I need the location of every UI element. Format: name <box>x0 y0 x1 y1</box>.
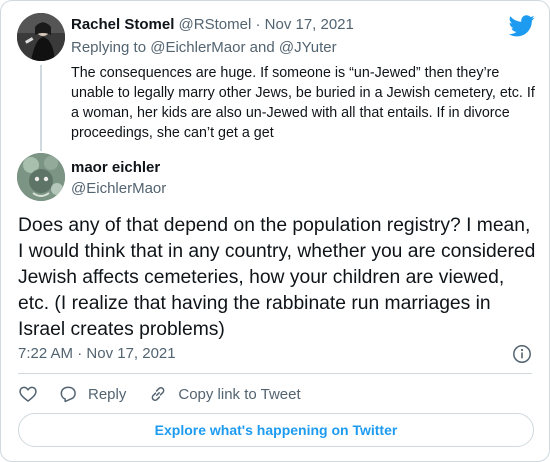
reply-button[interactable] <box>58 384 126 404</box>
thread-line <box>40 65 42 151</box>
copy-link-label: Copy link to Tweet <box>178 385 301 403</box>
main-author-handle[interactable]: @EichlerMaor <box>71 180 167 197</box>
explore-twitter-button[interactable]: Explore what's happening on Twitter <box>18 413 534 447</box>
divider <box>18 373 532 374</box>
parent-tweet-text: The consequences are huge. If someone is “un-Jewed” then they’re unable to legally marry other Jews, be buried in a Jewish cemetery, etc. If a woman, her kids are also un-Jewed with all that entails. If in divorce proceedings, she can’t get a get <box>71 65 535 141</box>
link-icon <box>148 384 168 404</box>
parent-tweet-header <box>71 15 354 35</box>
parent-author-name[interactable]: Rachel Stomel <box>71 16 175 33</box>
replying-to-prefix: Replying to <box>71 39 147 56</box>
action-bar <box>18 383 301 405</box>
main-tweet-text: Does any of that depend on the population registry? I mean, I would think that in any country, whether you are considered Jewish affects cemeteries, how your children are viewed, etc. (I realize that having the rabbinate run marriages in Israel creates problems) <box>18 215 536 340</box>
parent-tweet-date[interactable]: Nov 17, 2021 <box>264 16 354 33</box>
main-author-name[interactable]: maor eichler <box>71 159 161 176</box>
like-button[interactable] <box>18 384 38 404</box>
tweet-timestamp[interactable] <box>18 344 176 364</box>
reply-label: Reply <box>88 385 127 403</box>
parent-author-avatar[interactable] <box>17 13 65 61</box>
replying-to-user-1[interactable]: @EichlerMaor <box>150 39 246 56</box>
replying-to-and: and <box>249 39 275 56</box>
separator-dot: · <box>255 16 261 33</box>
tweet-date[interactable]: Nov 17, 2021 <box>86 345 176 362</box>
tweet-time[interactable]: 7:22 AM <box>18 345 74 362</box>
main-author-avatar[interactable] <box>17 153 65 201</box>
info-icon[interactable] <box>512 344 532 364</box>
heart-icon <box>18 384 38 404</box>
replying-to-user-2[interactable]: @JYuter <box>278 39 337 56</box>
twitter-bird-icon[interactable] <box>509 15 535 37</box>
reply-icon <box>58 384 78 404</box>
copy-link-button[interactable] <box>148 384 300 404</box>
separator-dot: · <box>77 345 83 362</box>
parent-author-handle[interactable]: @RStomel <box>178 16 252 33</box>
replying-to-line <box>71 38 337 58</box>
